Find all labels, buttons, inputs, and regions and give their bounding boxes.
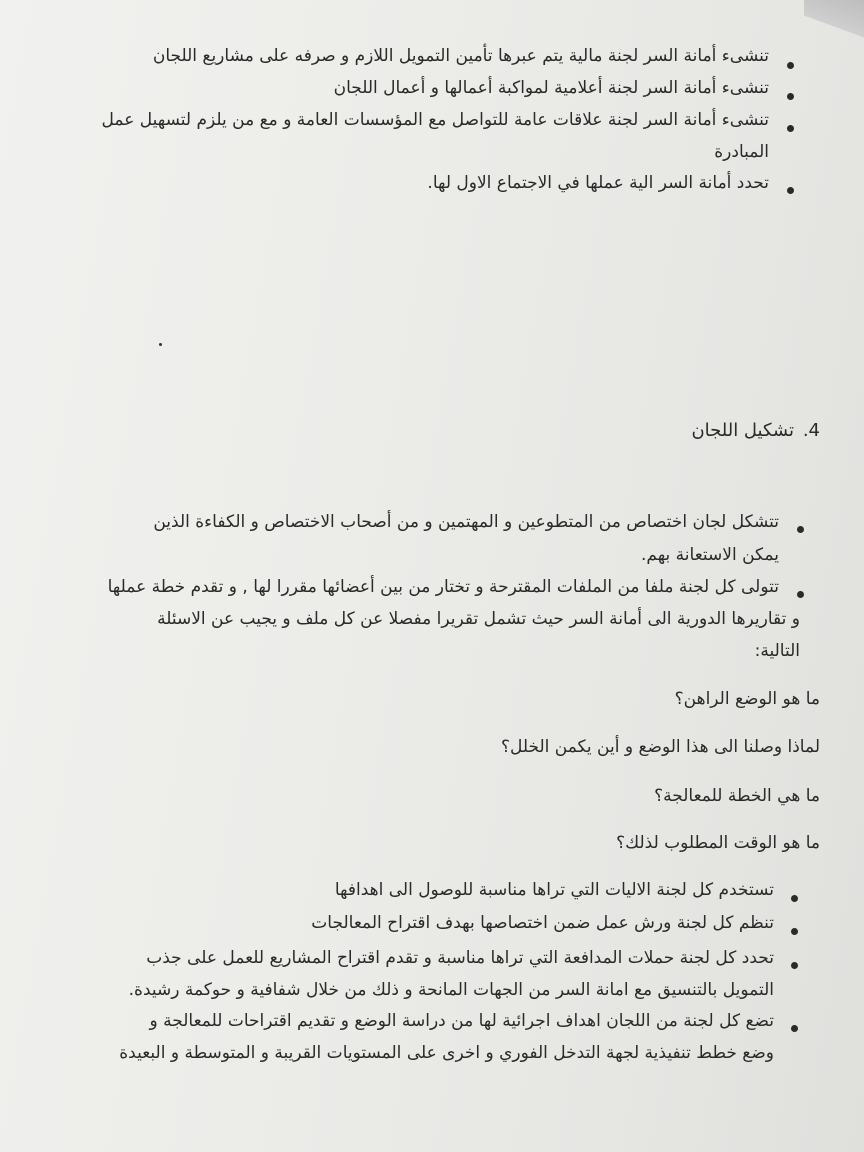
page-corner-shadow: [804, 0, 864, 40]
list-item: تتولى كل لجنة ملفا من الملفات المقترحة و تختار من بين أعضائها مقررا لها , و تقدم خطة عملها: [107, 577, 779, 597]
list-item: تستخدم كل لجنة الاليات التي تراها مناسبة للوصول الى اهدافها: [334, 880, 774, 900]
list-item: تحدد أمانة السر الية عملها في الاجتماع الاول لها.: [427, 173, 769, 193]
list-item: تنشىء أمانة السر لجنة أعلامية لمواكبة أعمالها و أعمال اللجان: [333, 78, 769, 98]
list-item-continuation: التمويل بالتنسيق مع امانة السر من الجهات المانحة و ذلك من خلال شفافية و حوكمة رشيدة.: [128, 980, 774, 1000]
bullet-marker: [791, 1025, 798, 1032]
bullet-marker: [791, 962, 798, 969]
list-item-continuation: المبادرة: [714, 142, 769, 162]
question-line: لماذا وصلنا الى هذا الوضع و أين يكمن الخلل؟: [500, 737, 820, 757]
list-item-continuation: و تقاريرها الدورية الى أمانة السر حيث تشمل تقريرا مفصلا عن كل ملف و يجيب عن الاسئلة: [157, 609, 800, 629]
bullet-marker: [787, 62, 794, 69]
bullet-marker: [787, 187, 794, 194]
section-title: تشكيل اللجان: [691, 420, 794, 441]
question-line: ما هي الخطة للمعالجة؟: [654, 786, 820, 806]
list-item-continuation: وضع خطط تنفيذية لجهة التدخل الفوري و اخرى على المستويات القريبة و المتوسطة و البعيدة: [119, 1043, 774, 1063]
bullet-marker: [797, 591, 804, 598]
list-item-continuation: التالية:: [754, 641, 800, 661]
bullet-marker: [787, 93, 794, 100]
list-item-continuation: يمكن الاستعانة بهم.: [640, 545, 779, 565]
bullet-marker: [797, 526, 804, 533]
bullet-marker: [787, 125, 794, 132]
list-item: تضع كل لجنة من اللجان اهداف اجرائية لها من دراسة الوضع و تقديم اقتراحات للمعالجة و: [149, 1011, 774, 1031]
list-item: تنظم كل لجنة ورش عمل ضمن اختصاصها بهدف اقتراح المعالجات: [311, 913, 774, 933]
question-line: ما هو الوضع الراهن؟: [674, 689, 820, 709]
bullet-marker: [791, 928, 798, 935]
list-item: تتشكل لجان اختصاص من المتطوعين و المهتمين و من أصحاب الاختصاص و الكفاءة الذين: [153, 512, 779, 532]
section-number: 4.: [802, 420, 820, 441]
list-item: تنشىء أمانة السر لجنة علاقات عامة للتواصل مع المؤسسات العامة و مع من يلزم لتسهيل عمل: [101, 110, 769, 130]
stray-mark: [159, 343, 162, 346]
bullet-marker: [791, 895, 798, 902]
list-item: تنشىء أمانة السر لجنة مالية يتم عبرها تأمين التمويل اللازم و صرفه على مشاريع اللجان: [152, 46, 769, 66]
question-line: ما هو الوقت المطلوب لذلك؟: [616, 833, 820, 853]
list-item: تحدد كل لجنة حملات المدافعة التي تراها مناسبة و تقدم اقتراح المشاريع للعمل على جذب: [146, 948, 774, 968]
